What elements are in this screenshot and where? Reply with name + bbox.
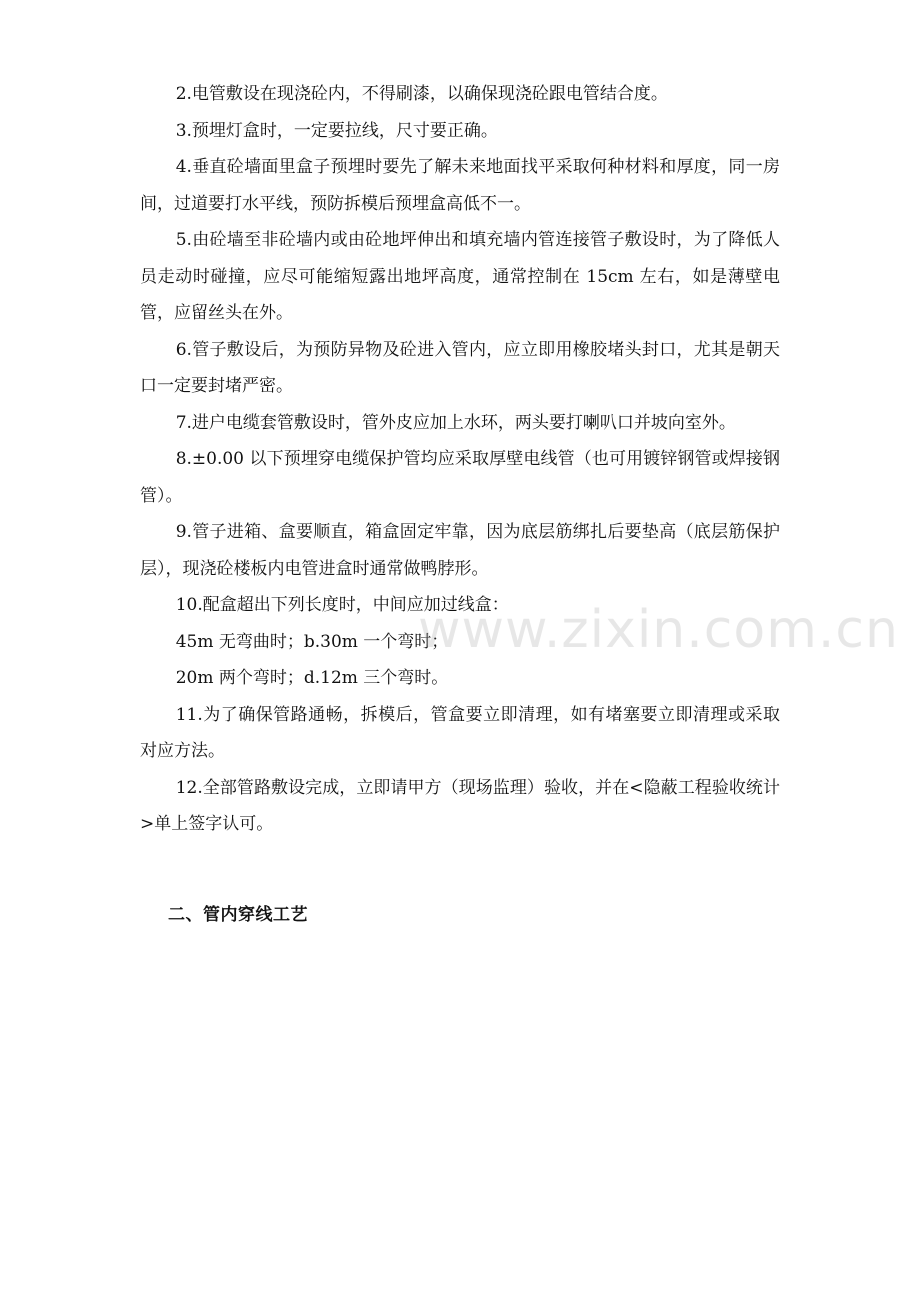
document-body <box>140 76 780 843</box>
paragraph-item-10c: 20m 两个弯时；d.12m 三个弯时。 <box>175 668 449 688</box>
paragraph-item-6: 6.管子敷设后，为预防异物及砼进入管内，应立即用橡胶堵头封口，尤其是朝天口一定要封堵严密。 <box>140 339 780 396</box>
paragraph-item-12: 12.全部管路敷设完成，立即请甲方（现场监理）验收，并在<隐蔽工程验收统计>单上签字认可。 <box>140 777 780 834</box>
paragraph-item-4: 4.垂直砼墙面里盒子预埋时要先了解未来地面找平采取何种材料和厚度，同一房间，过道要打水平线，预防拆模后预埋盒高低不一。 <box>140 157 780 214</box>
paragraph-item-8: 8.±0.00 以下预埋穿电缆保护管均应采取厚壁电线管（也可用镀锌钢管或焊接钢管）。 <box>140 449 780 506</box>
section-heading: 二、管内穿线工艺 <box>168 905 308 925</box>
paragraph-item-9: 9.管子进箱、盒要顺直，箱盒固定牢靠，因为底层筋绑扎后要垫高（底层筋保护层），现浇砼楼板内电管进盒时通常做鸭脖形。 <box>140 522 780 579</box>
paragraph-item-10: 10.配盒超出下列长度时，中间应加过线盒： <box>175 595 509 615</box>
paragraph-item-5: 5.由砼墙至非砼墙内或由砼地坪伸出和填充墙内管连接管子敷设时，为了降低人员走动时碰撞，应尽可能缩短露出地坪高度，通常控制在 15cm 左右，如是薄壁电管，应留丝头在外。 <box>140 230 780 323</box>
paragraph-item-10a: 45m 无弯曲时；b.30m 一个弯时； <box>175 631 449 652</box>
watermark: www.zixin.com.cn <box>418 600 899 660</box>
paragraph-item-7: 7.进户电缆套管敷设时，管外皮应加上水环，两头要打喇叭口并坡向室外。 <box>175 412 736 433</box>
paragraph-item-11: 11.为了确保管路通畅，拆模后，管盒要立即清理，如有堵塞要立即清理或采取对应方法。 <box>140 704 780 761</box>
paragraph-item-2: 2.电管敷设在现浇砼内，不得刷漆，以确保现浇砼跟电管结合度。 <box>175 84 668 104</box>
paragraph-item-3: 3.预埋灯盒时，一定要拉线，尺寸要正确。 <box>175 120 498 141</box>
